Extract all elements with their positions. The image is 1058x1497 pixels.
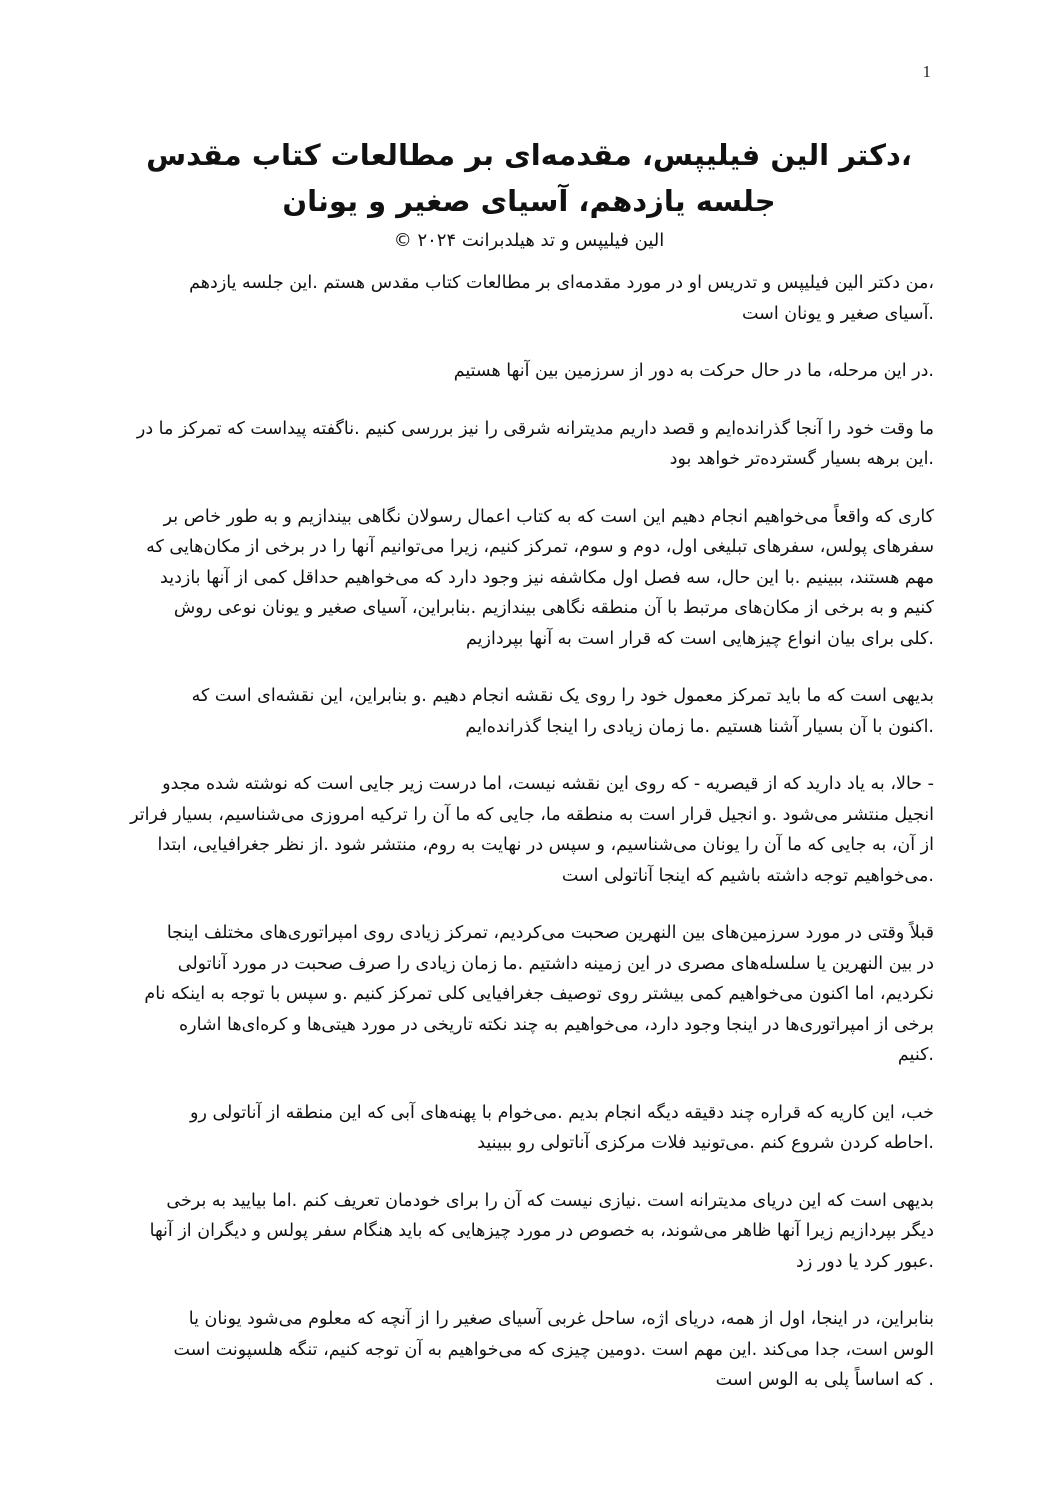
paragraph [126, 356, 934, 387]
copyright-line: الین فیلیپس و تد هیلدبرانت ۲۰۲۴ © [393, 230, 665, 251]
paragraph-line: انجیل منتشر می‌شود .و انجیل قرار است به منطقه ما، جایی که ما آن را ترکیه امروزی می‌شناسیم، بسیار فراتر [130, 804, 934, 825]
paragraph-line: دیگر بپردازیم زیرا آنها ظاهر می‌شوند، به خصوص در مورد چیزهایی که باید هنگام سفر پولس و دیگران از آنها [149, 1221, 934, 1241]
title-line-1: ،دکتر الین فیلیپس، مقدمه‌ای بر مطالعات کتاب مقدس [146, 138, 912, 172]
paragraph-line: .احاطه کردن شروع کنم .می‌تونید فلات مرکزی آناتولی رو ببینید [477, 1133, 934, 1153]
paragraph [126, 1186, 934, 1278]
page-number: 1 [922, 62, 931, 81]
title-block [100, 132, 958, 256]
paragraph [126, 414, 934, 475]
paragraph-line: .کلی برای بیان انواع چیزهایی است که قرار است به آنها بپردازیم [465, 628, 934, 649]
paragraph [126, 681, 934, 742]
paragraph-line: . که اساساً پلی به الوس است [715, 1370, 934, 1390]
paragraph-line: مهم هستند، ببینیم .با این حال، سه فصل اول مکاشفه نیز وجود دارد که می‌خواهیم حداقل کمی از آنها بازدید [160, 567, 934, 588]
paragraph [126, 1304, 934, 1396]
paragraph-line: - حالا، به یاد دارید که از قیصریه - که روی این نقشه نیست، اما درست زیر جایی است که نوشته شده مجدو [162, 774, 934, 794]
paragraph-line: کاری که واقعاً می‌خواهیم انجام دهیم این است که به کتاب اعمال رسولان نگاهی بیندازیم و به طور خاص بر [163, 506, 934, 527]
paragraph-line: .عبور کرد یا دور زد [796, 1251, 934, 1272]
paragraph-line: .آسیای صغیر و یونان است [741, 303, 934, 324]
paragraph [126, 268, 934, 329]
paragraph-line: در بین النهرین یا سلسله‌های مصری در این زمینه داشتیم .ما زمان زیادی را صرف صحبت در مورد آناتولی [177, 953, 934, 974]
title-line-2: جلسه یازدهم، آسیای صغیر و یونان [282, 184, 776, 218]
paragraph [126, 769, 934, 891]
paragraph-line: .اکنون با آن بسیار آشنا هستیم .ما زمان زیادی را اینجا گذرانده‌ایم [465, 716, 934, 737]
paragraph-line: برخی از امپراتوری‌ها در اینجا وجود دارد، می‌خواهیم به چند نکته تاریخی در مورد هیتی‌ها و کره‌ای‌ها اشاره [178, 1014, 934, 1035]
paragraph-line: بدیهی است که ما باید تمرکز معمول خود را روی یک نقشه انجام دهیم .و بنابراین، این نقشه‌ای است که [191, 686, 934, 706]
paragraph-line: الوس است، جدا می‌کند .این مهم است .دومین چیزی که می‌خواهیم به آن توجه کنیم، تنگه هلسپونت است [173, 1339, 934, 1360]
paragraph-line: .این برهه بسیار گسترده‌تر خواهد بود [669, 449, 934, 469]
paragraph-line: نکردیم، اما اکنون می‌خواهیم کمی بیشتر روی توصیف جغرافیایی کلی تمرکز کنیم .و سپس با توجه به اینکه نام [144, 984, 934, 1004]
paragraph-line: .در این مرحله، ما در حال حرکت به دور از سرزمین بین آنها هستیم [453, 361, 934, 381]
paragraph-line: سفرهای پولس، سفرهای تبلیغی اول، دوم و سوم، تمرکز کنیم، زیرا می‌توانیم آنها را در برخی از مکان‌هایی که [146, 537, 934, 557]
paragraph-line: از آن، به جایی که ما آن را یونان می‌شناسیم، و سپس در نهایت به روم، منتشر شود .از نظر جغرافیایی، ابتدا [157, 835, 934, 855]
paragraph-line: قبلاً وقتی در مورد سرزمین‌های بین النهرین صحبت می‌کردیم، تمرکز زیادی روی امپراتوری‌های مختلف اینجا [166, 923, 934, 943]
paragraph-line: خب، این کاریه که قراره چند دقیقه دیگه انجام بدیم .می‌خوام با پهنه‌های آبی که این منطقه از آناتولی رو [190, 1102, 934, 1123]
paragraph-line: ما وقت خود را آنجا گذرانده‌ایم و قصد داریم مدیترانه شرقی را نیز بررسی کنیم .ناگفته پیداست که تمرکز ما در [136, 418, 934, 439]
paragraph [126, 1098, 934, 1159]
paragraph [126, 502, 934, 655]
paragraph-line: ،من دکتر الین فیلیپس و تدریس او در مورد مقدمه‌ای بر مطالعات کتاب مقدس هستم .این جلسه یازدهم [189, 273, 934, 293]
paragraph [126, 918, 934, 1071]
paragraph-line: کنیم و به برخی از مکان‌های مرتبط با آن منطقه نگاهی بیندازیم .بنابراین، آسیای صغیر و یونان نوعی روش [173, 598, 934, 618]
paragraph-line: بدیهی است که این دریای مدیترانه است .نیازی نیست که آن را برای خودمان تعریف کنم .اما بیایید به برخی [166, 1190, 934, 1211]
paragraph-line: بنابراین، در اینجا، اول از همه، دریای اژه، ساحل غربی آسیای صغیر را از آنچه که معلوم می‌شود یونان یا [188, 1309, 934, 1329]
body-text [126, 268, 934, 1423]
paragraph-line: .کنیم [897, 1045, 934, 1065]
paragraph-line: .می‌خواهیم توجه داشته باشیم که اینجا آناتولی است [561, 865, 934, 886]
